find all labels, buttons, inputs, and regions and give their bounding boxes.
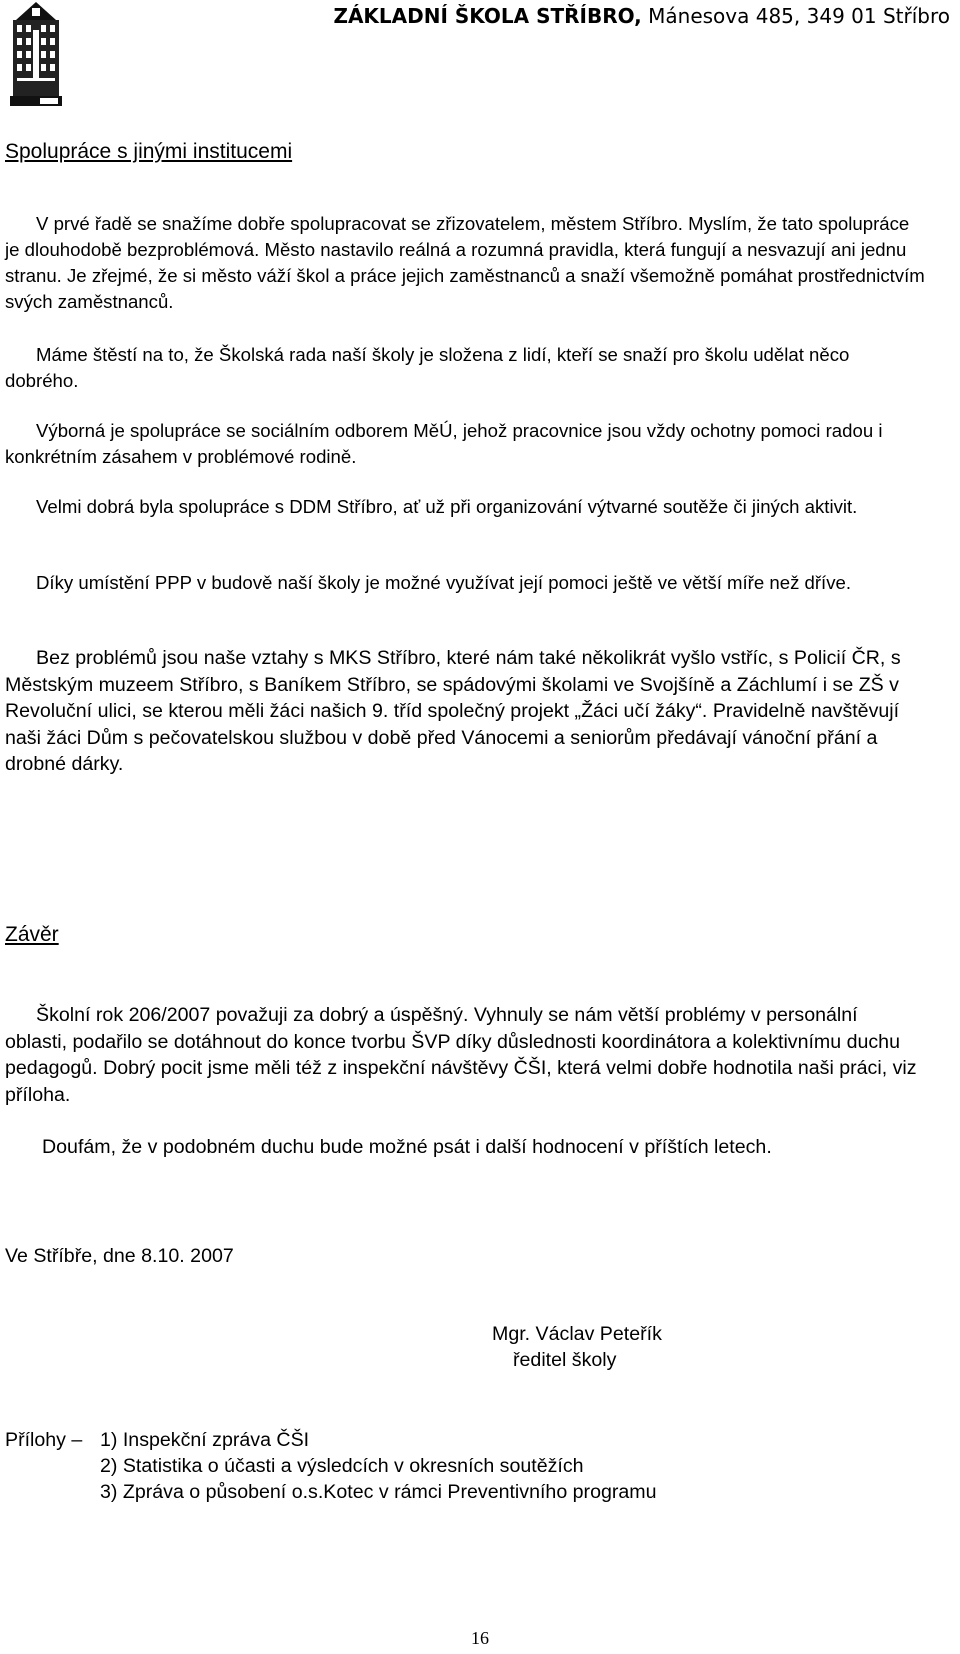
paragraph: Velmi dobrá byla spolupráce s DDM Stříbro, ať už při organizování výtvarné soutěže či jiných aktivit. (36, 496, 858, 517)
attachments-label: Přílohy – (5, 1429, 83, 1451)
paragraph: Máme štěstí na to, že Školská rada naší školy je složena z lidí, kteří se snaží pro školu udělat něco dobrého. (5, 344, 850, 391)
attachment-item: 1) Inspekční zpráva ČŠI (100, 1429, 310, 1451)
closing-sentence: Doufám, že v podobném duchu bude možné psát i další hodnocení v příštích letech. (42, 1136, 772, 1158)
school-building-logo-icon (10, 0, 62, 106)
attachment-item: 3) Zpráva o působení o.s.Kotec v rámci Preventivního programu (100, 1481, 657, 1503)
paragraph: V prvé řadě se snažíme dobře spolupracovat se zřizovatelem, městem Stříbro. Myslím, že tato spolupráce je dlouhodobě bezproblémová. Město nastavilo reálná a rozumná pravidla, která fungují a nesvazují ani jednu stranu. Je zřejmé, že si město váží škol a práce jejich zaměstnanců a snaží všemožně pomáhat prostřednictvím svých zaměstnanců. (5, 213, 925, 312)
paragraph: Školní rok 206/2007 považuji za dobrý a úspěšný. Vyhnuly se nám větší problémy v personální oblasti, podařilo se dotáhnout do konce tvorbu ŠVP díky důslednosti koordinátora a kolektivnímu duchu pedagogů. Dobrý pocit jsme měli též z inspekční návštěvy ČŠI, která velmi dobře hodnotila naši práci, viz příloha. (5, 1004, 917, 1106)
section-heading-conclusion: Závěr (5, 923, 59, 946)
paragraph: Bez problémů jsou naše vztahy s MKS Stříbro, které nám také několikrát vyšlo vstříc, s Policií ČR, s Městským muzeem Stříbro, s Baníkem Stříbro, se spádovými školami ve Svojšíně a Záchlumí i se ZŠ v Revoluční ulici, se kterou měli žáci našich 9. tříd společný projekt „Žáci učí žáky“. Pravidelně navštěvují naši žáci Dům s pečovatelskou službou v době před Vánocemi a seniorům předávají vánoční přání a drobné dárky. (5, 647, 901, 775)
school-name: ZÁKLADNÍ ŠKOLA STŘÍBRO, (333, 4, 642, 28)
signature-name: Mgr. Václav Peteřík (492, 1323, 662, 1345)
section-heading-cooperation: Spolupráce s jinými institucemi (5, 140, 293, 163)
page-header (0, 0, 960, 110)
signature-title: ředitel školy (513, 1349, 617, 1371)
header-school-line (333, 4, 950, 28)
school-address: Mánesova 485, 349 01 Stříbro (641, 4, 950, 28)
page-number: 16 (471, 1628, 489, 1648)
place-date: Ve Stříbře, dne 8.10. 2007 (5, 1245, 234, 1267)
paragraph: Výborná je spolupráce se sociálním odborem MěÚ, jehož pracovnice jsou vždy ochotny pomoci radou i konkrétním zásahem v problémové rodině. (5, 420, 883, 467)
attachment-item: 2) Statistika o účasti a výsledcích v okresních soutěžích (100, 1455, 584, 1477)
paragraph: Díky umístění PPP v budově naší školy je možné využívat její pomoci ještě ve větší míře než dříve. (36, 572, 852, 593)
